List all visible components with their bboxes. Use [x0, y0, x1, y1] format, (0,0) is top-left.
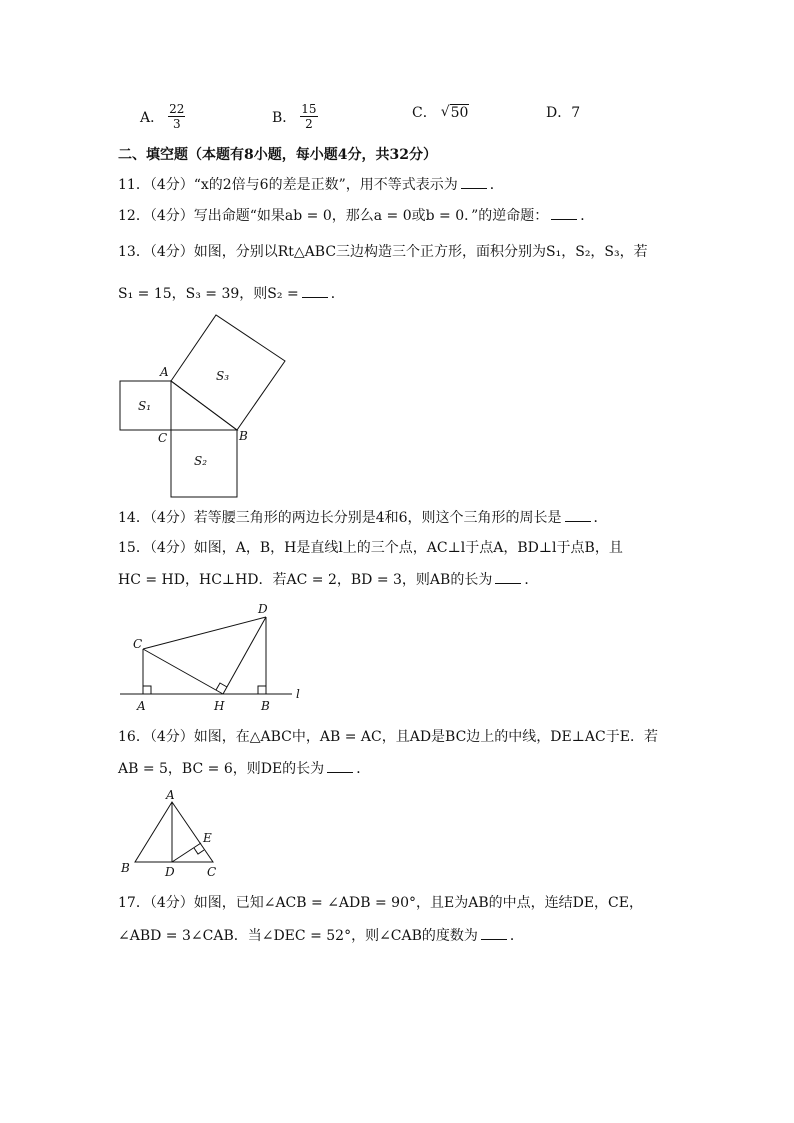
option-c-label: C． — [412, 105, 437, 121]
question-13-text: S₁ = 15，S₃ = 39，则S₂ = — [118, 286, 299, 302]
option-a-numerator: 22 — [169, 102, 185, 116]
label-s1: S₁ — [138, 399, 152, 413]
option-a-label: A． — [140, 109, 165, 126]
question-17-line-2 — [118, 926, 524, 946]
period: ． — [330, 286, 345, 302]
answer-blank[interactable] — [481, 927, 507, 940]
label-a: A — [166, 788, 175, 802]
question-16-text: AB = 5，BC = 6，则DE的长为 — [118, 761, 325, 777]
question-17-line-1: 17．（4分）如图，已知∠ACB = ∠ADB = 90°，且E为AB的中点，连结DE，CE， — [118, 895, 643, 911]
label-h: H — [214, 699, 225, 713]
option-b-numerator: 15 — [301, 102, 317, 116]
option-c-radicand: 50 — [450, 104, 469, 121]
label-a: A — [137, 699, 146, 713]
label-c: C — [133, 637, 143, 651]
option-b-label: B． — [272, 109, 297, 126]
question-15-line-1: 15．（4分）如图，A，B，H是直线l上的三个点，AC⊥l于点A，BD⊥l于点B，且 — [118, 540, 623, 556]
label-l: l — [296, 687, 300, 701]
right-angle-e — [194, 848, 204, 854]
triangle-abc — [135, 802, 213, 862]
label-s2: S₂ — [194, 454, 208, 468]
label-c: C — [158, 431, 168, 445]
question-14-text: 14．（4分）若等腰三角形的两边长分别是4和6，则这个三角形的周长是 — [118, 510, 562, 526]
question-13-line-1: 13．（4分）如图，分别以Rt△ABC三边构造三个正方形，面积分别为S₁，S₂，S₃，若 — [118, 244, 648, 260]
option-b-denominator: 2 — [305, 117, 313, 131]
label-b: B — [239, 429, 248, 443]
label-c: C — [207, 865, 217, 879]
sqrt-sign: √ — [440, 103, 450, 120]
label-d: D — [258, 602, 268, 616]
label-a: A — [160, 365, 169, 379]
label-d: D — [165, 865, 175, 879]
question-16-line-1: 16．（4分）如图，在△ABC中，AB = AC，且AD是BC边上的中线，DE⊥AC于E．若 — [118, 729, 658, 745]
question-12-text: 12．（4分）写出命题“如果ab = 0，那么a = 0或b = 0．”的逆命题： — [118, 208, 549, 224]
label-b: B — [121, 861, 130, 875]
period: ． — [509, 928, 524, 944]
option-a-denominator: 3 — [172, 117, 181, 131]
section-2-heading: 二、填空题（本题有8小题，每小题4分，共32分） — [118, 147, 437, 163]
question-17-text: ∠ABD = 3∠CAB．当∠DEC = 52°，则∠CAB的度数为 — [118, 928, 478, 944]
period: ． — [489, 177, 504, 193]
period: ． — [356, 761, 371, 777]
period: ． — [524, 572, 539, 588]
question-11-text: 11．（4分）“x的2倍与6的差是正数”，用不等式表示为 — [118, 177, 458, 193]
period: ． — [580, 208, 595, 224]
label-e: E — [203, 831, 212, 845]
question-15-text: HC = HD，HC⊥HD．若AC = 2，BD = 3，则AB的长为 — [118, 572, 493, 588]
label-s3: S₃ — [216, 369, 230, 383]
period: ． — [593, 510, 608, 526]
label-b: B — [261, 699, 270, 713]
option-d-label: D．7 — [546, 105, 581, 121]
